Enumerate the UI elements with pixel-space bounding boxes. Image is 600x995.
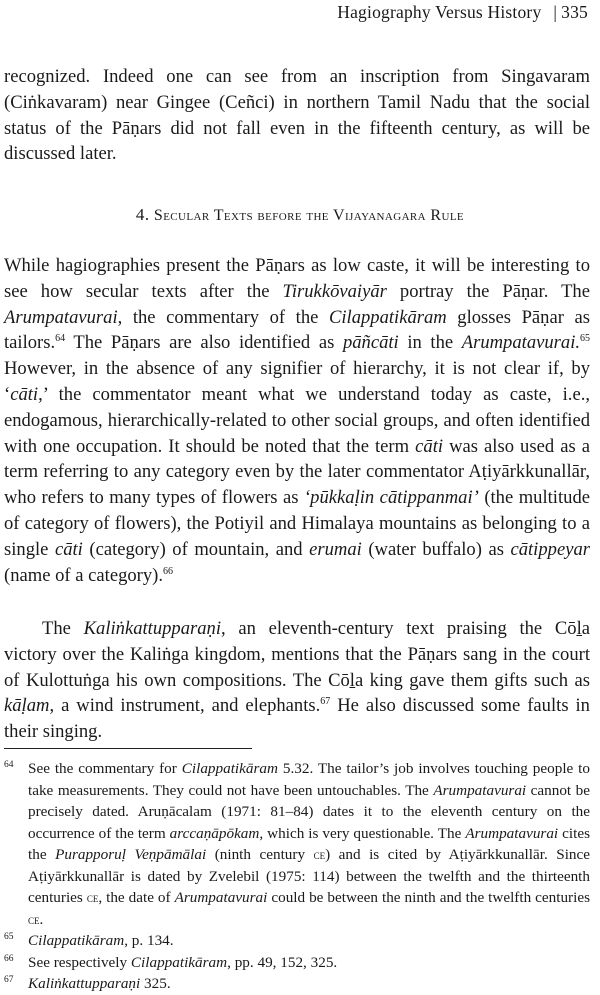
paragraph-3: The Kaliṅkattupparaṇi, an eleventh-century text praising the Cōḻa victory over the Kaliṅga kingdom, mentions that the Pāṇars sang in the court of Kulottuṅga his own compositions. The Cōḻa king gave them gifts such as kāḷam, a wind instrument, and elephants.$^{67}$ He also discussed some faults in their singing.: [4, 618, 590, 743]
paragraph-1: [4, 64, 590, 167]
section-number: 4.: [135, 205, 150, 224]
footnote-65: 65 Cilappatikāram, p. 134.: [4, 930, 590, 952]
title-kalinkattupparani: Kaliṅkattupparaṇi: [83, 618, 222, 639]
footnote-mark: 66: [4, 953, 14, 964]
section-heading: [0, 205, 600, 225]
title-cilappatikaram: Cilappatikāram: [328, 306, 447, 328]
footnote-66: 66 See respectively Cilappatikāram, pp. 49, 152, 325.: [4, 952, 590, 974]
paragraph-text: recognized. Indeed one can see from an inscription from Singavaram (Ciṅkavaram) near Gingee (Ceñci) in northern Tamil Nadu that the social status of the Pāṇars did not fall even in the fifteenth century, as will be discussed later.: [4, 66, 590, 165]
footnote-ref-67[interactable]: 67: [320, 696, 331, 708]
footnote-ref-64[interactable]: 64: [55, 333, 66, 345]
footnote-64: 64 See the commentary for Cilappatikāram 5.32. The tailor’s job involves touching people to take measurements. They could not have been untouchables. The Arumpatavurai cannot be precisely dated. Aruṇācalam (1971: 81–84) dates it to the eleventh century on the occurrence of the term arccaṇāpōkam, which is very questionable. The Arumpatavurai cites the Purapporuḷ Veṇpāmālai (ninth century ce) and is cited by Aṭiyārkkunallār. Since Aṭiyārkkunallār is dated by Zvelebil (1975: 114) between the twelfth and the thirteenth centuries ce, the date of Arumpatavurai could be between the ninth and the twelfth centuries ce.: [4, 758, 590, 930]
footnote-ref-65[interactable]: 65: [580, 333, 591, 345]
footnote-mark: 65: [4, 932, 14, 942]
footnote-ref-66[interactable]: 66: [163, 565, 173, 577]
title-arumpatavurai: Arumpatavurai: [4, 306, 118, 328]
running-head-separator: |: [553, 2, 558, 22]
running-head: [337, 2, 588, 23]
footnote-67: 67 Kaliṅkattupparaṇi 325.: [4, 973, 590, 995]
paragraph-2: While hagiographies present the Pāṇars as low caste, it will be interesting to see how secular texts after the Tirukkōvaiyār portray the Pāṇar. The Arumpatavurai, the commentary of the Cilappatikāram glosses Pāṇar as tailors.$^{64}$ The Pāṇars are also identified as pāñcāti in the Arumpatavurai.$^{65}$ However, in the absence of any signifier of hierarchy, it is not clear if, by ‘cāti,’ the commentator meant what we understand today as caste, i.e., endogamous, hierarchically-related to other social groups, and often identified with one occupation. It should be noted that the term cāti was also used as a term referring to any category even by the later commentator Aṭiyārkkunallār, who refers to many types of flowers as ‘pūkkaḷin cātippanmai’ (the multitude of category of flowers), the Potiyil and Himalaya mountains as belonging to a single cāti (category) of mountain, and erumai (water buffalo) as cātippeyar (name of a category).$^{66}$: [4, 255, 591, 586]
footnotes: [4, 758, 590, 995]
section-title: Secular Texts before the Vijayanagara Rule: [153, 207, 465, 224]
page-number: 335: [561, 2, 588, 22]
footnote-mark: 64: [4, 760, 14, 770]
footnote-mark: 67: [4, 975, 14, 985]
running-head-title: Hagiography Versus History: [337, 2, 542, 22]
title-tirukkovaiyar: Tirukkōvaiyār: [282, 280, 387, 302]
footnote-divider: [4, 748, 252, 749]
